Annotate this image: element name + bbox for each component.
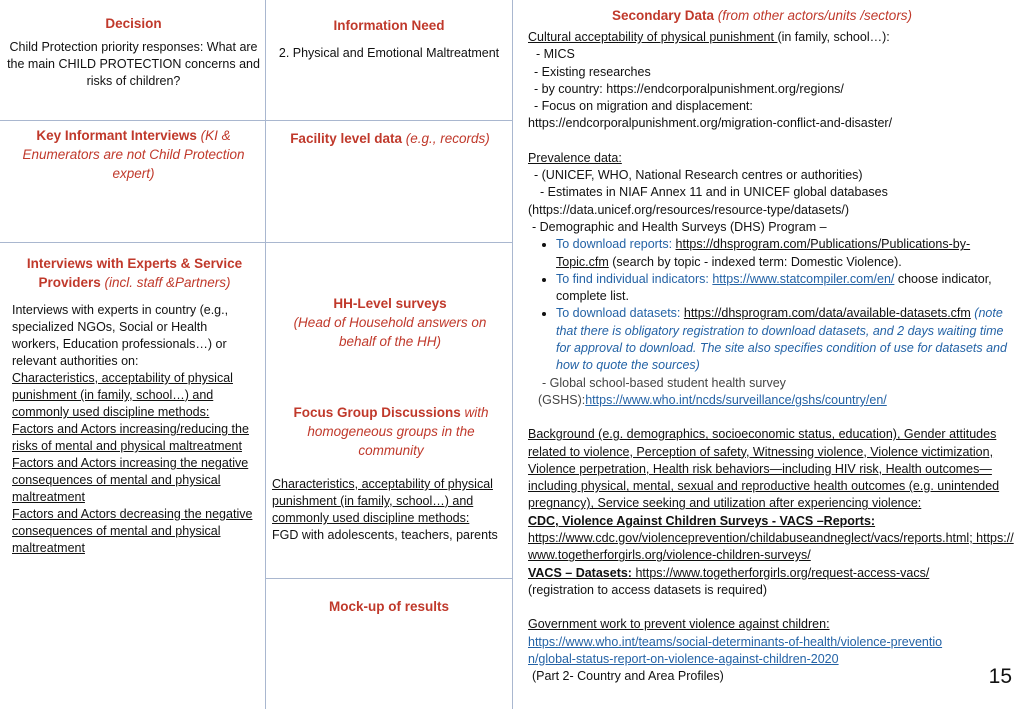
prevalence-line: (https://data.unicef.org/resources/resource-type/datasets/): [528, 202, 849, 217]
column-divider-2: [512, 0, 513, 709]
cultural-heading: Cultural acceptability of physical punishment: [528, 30, 778, 44]
cultural-heading-rest: (in family, school…):: [777, 30, 890, 44]
vacs-reports-label: CDC, Violence Against Children Surveys - VACS –Reports:: [528, 513, 876, 528]
government-link[interactable]: https://www.who.int/teams/social-determinants-of-health/violence-prevention/global-status-report-on-violence-against-children-2020: [528, 634, 943, 666]
info-need-title: Information Need: [333, 18, 445, 33]
column-divider-1: [265, 0, 266, 709]
experts-block: [12, 254, 257, 557]
mockup-block: [268, 597, 510, 616]
statcompiler-link[interactable]: https://www.statcompiler.com/en/: [712, 271, 895, 286]
fgd-topic: Characteristics, acceptability of physical punishment (in family, school…) and commonly used discipline methods:: [272, 477, 493, 525]
fgd-note: with homogeneous groups in the community: [307, 405, 489, 458]
cultural-line: - Focus on migration and displacement:: [534, 99, 753, 114]
decision-title: Decision: [105, 16, 162, 31]
prevalence-line: - Estimates in NIAF Annex 11 and in UNICEF global databases: [540, 185, 888, 200]
cultural-line: https://endcorporalpunishment.org/migration-conflict-and-disaster/: [528, 116, 893, 131]
vacs-datasets-label: VACS – Datasets:: [528, 565, 632, 580]
government-heading: Government work to prevent violence against children:: [528, 617, 830, 632]
experts-title: Interviews with Experts & Service Providers: [26, 256, 243, 290]
prevalence-line: - (UNICEF, WHO, National Research centres or authorities): [534, 168, 863, 183]
fgd-participants: FGD with adolescents, teachers, parents: [272, 528, 498, 542]
row-divider-3: [265, 578, 512, 579]
government-note: (Part 2- Country and Area Profiles): [532, 669, 724, 684]
facility-title: Facility level data: [290, 131, 402, 146]
key-informant-note: (KI & Enumerators are not Child Protection expert): [22, 128, 245, 181]
dhs-bullet-label: To download reports:: [556, 237, 673, 252]
row-divider-1: [0, 120, 512, 121]
dhs-datasets-link[interactable]: https://dhsprogram.com/data/available-datasets.cfm: [683, 306, 971, 321]
cultural-line: - by country: https://endcorporalpunishment.org/regions/: [534, 81, 844, 96]
dhs-bullet: [556, 236, 1016, 271]
page-number: 15: [988, 665, 1012, 688]
key-informant-block: [6, 126, 261, 183]
cultural-line: - MICS: [536, 47, 575, 62]
gshs-link[interactable]: https://www.who.int/ncds/surveillance/gshs/country/en/: [585, 392, 887, 407]
experts-item: Factors and Actors decreasing the negative consequences of mental and physical maltreatment: [12, 507, 253, 555]
background-text: Background (e.g. demographics, socioeconomic status, education), Gender attitudes related to violence, Perception of safety, Witnessing violence, Violence victimization, Violence perpetration, Health risk behaviors—including HIV risk, Health outcomes—including physical, mental, sexual and reproductive health outcomes (e.g. unintended pregnancy), Service seeking and utilization after experiencing violence:: [528, 427, 1000, 511]
experts-note: (incl. staff &Partners): [104, 275, 231, 290]
info-need-text: 2. Physical and Emotional Maltreatment: [278, 46, 500, 60]
prevalence-heading: Prevalence data:: [528, 150, 622, 165]
dhs-bullet-label: To download datasets:: [556, 306, 681, 321]
dhs-bullet: [556, 305, 1016, 374]
dhs-bullet-text: choose indicator, complete list.: [556, 271, 992, 304]
dhs-reports-link[interactable]: https://dhsprogram.com/Publications/Publications-by-Topic.cfm: [556, 237, 971, 269]
prevalence-line: - Demographic and Health Surveys (DHS) Program –: [532, 219, 827, 234]
vacs-datasets-note: (registration to access datasets is required): [528, 582, 767, 597]
hh-block: [280, 294, 500, 351]
info-need-block: [268, 16, 510, 62]
mockup-title: Mock-up of results: [328, 599, 449, 614]
dhs-bullet-text: (search by topic - indexed term: Domestic Violence).: [608, 254, 902, 269]
fgd-title: Focus Group Discussions: [293, 405, 461, 420]
secondary-data-title: Secondary Data: [611, 8, 714, 23]
hh-note: (Head of Household answers on behalf of the HH): [293, 315, 487, 349]
cultural-line: - Existing researches: [534, 64, 651, 79]
experts-item: Factors and Actors increasing/reducing the risks of mental and physical maltreatment: [12, 422, 249, 453]
experts-intro: Interviews with experts in country (e.g., specialized NGOs, Social or Health workers, Education professionals…) or relevant authorities on:: [12, 303, 229, 368]
decision-block: [6, 14, 261, 90]
gshs-line: - Global school-based student health survey: [542, 375, 786, 390]
key-informant-title: Key Informant Interviews: [36, 128, 197, 143]
experts-item: Characteristics, acceptability of physical punishment (in family, school…) and commonly used discipline methods:: [12, 371, 233, 419]
row-divider-2: [0, 242, 512, 243]
gshs-label: (GSHS):: [538, 392, 586, 407]
dhs-bullet: [556, 271, 1016, 306]
fgd-block: [272, 403, 510, 544]
experts-item: Factors and Actors increasing the negative consequences of mental and physical maltreatment: [12, 456, 249, 504]
facility-note: (e.g., records): [405, 131, 490, 146]
vacs-datasets-link[interactable]: https://www.togetherforgirls.org/request-access-vacs/: [631, 565, 930, 580]
vacs-reports-links[interactable]: https://www.cdc.gov/violenceprevention/childabuseandneglect/vacs/reports.html; https://www.togetherforgirls.org/violence-children-surveys/: [528, 531, 1014, 563]
dhs-bullet-list: [528, 236, 1016, 374]
decision-text: Child Protection priority responses: What are the main CHILD PROTECTION concerns and risks of children?: [7, 40, 260, 88]
dhs-bullet-label: To find individual indicators:: [556, 271, 709, 286]
secondary-data-block: [528, 6, 1016, 685]
dhs-bullet-text: (note that there is obligatory registration to download datasets, and 2 days waiting time for approval to download. The site also specifies condition of use for datasets and how to quote the sources): [556, 306, 1007, 373]
facility-block: [290, 129, 490, 148]
secondary-data-note: (from other actors/units /sectors): [717, 8, 913, 23]
hh-title: HH-Level surveys: [333, 296, 447, 311]
